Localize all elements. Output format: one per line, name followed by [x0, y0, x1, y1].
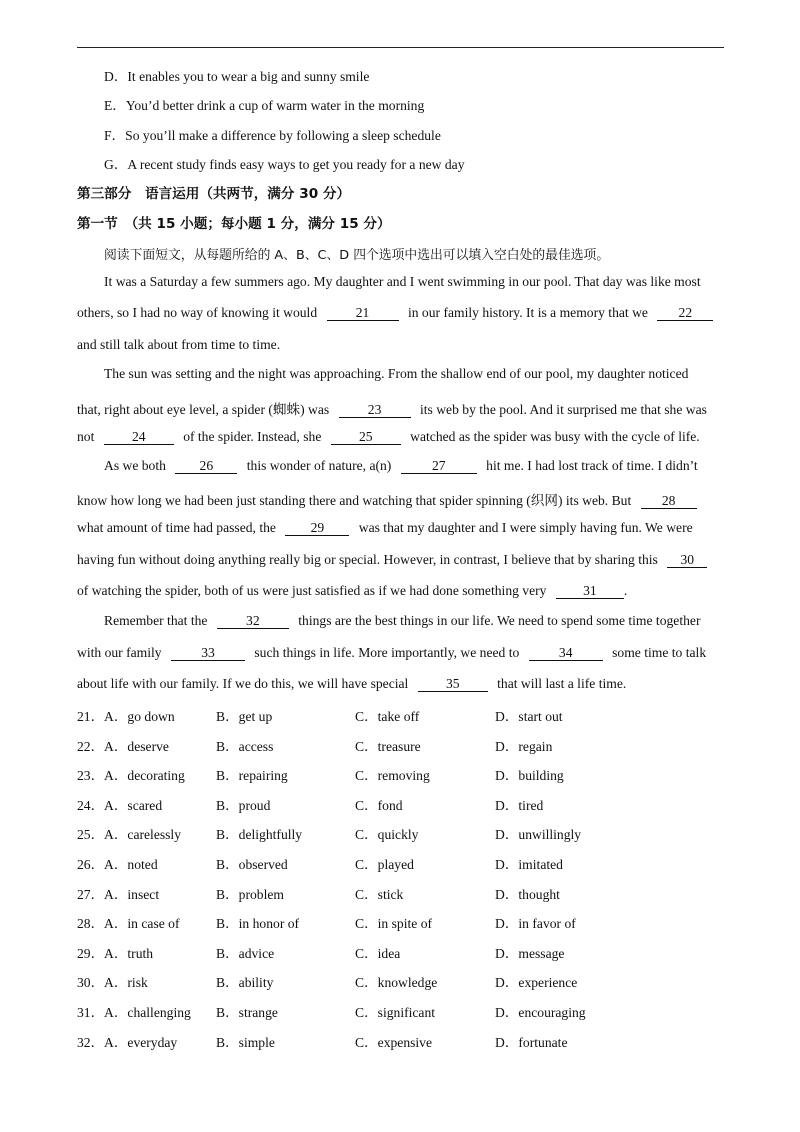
- option-line-f: F．So you’ll make a difference by following a sleep schedule: [104, 128, 441, 143]
- option-c: C．idea: [355, 945, 401, 961]
- passage-line: [77, 398, 707, 418]
- passage-text: that will last a life time.: [497, 676, 627, 691]
- option-c: C．take off: [355, 709, 420, 724]
- option-b: B．access: [216, 738, 274, 754]
- question-number: 31．: [77, 1005, 105, 1020]
- option-d: D．start out: [495, 709, 563, 724]
- option-d: D．tired: [495, 797, 544, 813]
- option-b: B．in honor of: [216, 916, 300, 932]
- option-b: B．get up: [216, 709, 273, 724]
- passage-text: with our family: [77, 645, 162, 660]
- passage-line: [77, 676, 626, 692]
- option-b: B．proud: [216, 797, 271, 813]
- passage-line: [77, 305, 713, 321]
- option-a: A．challenging: [104, 1005, 191, 1020]
- passage-line: [104, 613, 700, 629]
- blank-26: 26: [175, 459, 237, 474]
- option-d: D．regain: [495, 738, 553, 754]
- passage-text: that, right about eye level, a spider (蜘蛛) was: [77, 402, 330, 417]
- passage-text: about life with our family. If we do this, we will have special: [77, 676, 409, 691]
- blank-35: 35: [418, 677, 488, 692]
- blank-25: 25: [331, 430, 401, 445]
- passage-text: some time to talk: [612, 645, 707, 660]
- question-number: 26．: [77, 857, 105, 872]
- option-b: B．observed: [216, 857, 288, 872]
- option-c: C．treasure: [355, 738, 421, 754]
- option-b: B．problem: [216, 886, 284, 902]
- option-d: D．fortunate: [495, 1034, 568, 1050]
- passage-line: [77, 429, 700, 445]
- passage-line: The sun was setting and the night was approaching. From the shallow end of our pool, my daughter noticed: [104, 366, 689, 381]
- question-number: 32．: [77, 1034, 105, 1050]
- passage-text: know how long we had been just standing there and watching that spider spinning (织网) its web. But: [77, 493, 632, 508]
- passage-line: [77, 583, 627, 599]
- blank-29: 29: [285, 521, 349, 536]
- option-d: D．unwillingly: [495, 827, 582, 843]
- option-b: B．repairing: [216, 768, 288, 784]
- blank-33: 33: [171, 646, 245, 661]
- passage-text: As we both: [104, 458, 166, 473]
- option-a: A．insect: [104, 886, 160, 902]
- option-d: D．building: [495, 768, 564, 784]
- passage-text: its web by the pool. And it surprised me that she was: [419, 402, 707, 417]
- blank-24: 24: [104, 430, 174, 445]
- option-c: C．fond: [355, 797, 403, 813]
- option-b: B．strange: [216, 1005, 278, 1020]
- option-c: C．expensive: [355, 1034, 433, 1050]
- instruction-text: 阅读下面短文，从每题所给的 A、B、C、D 四个选项中选出可以填入空白处的最佳选项。: [104, 248, 610, 263]
- passage-line: [77, 489, 697, 509]
- option-a: A．in case of: [104, 916, 180, 932]
- passage-line: [77, 552, 707, 568]
- blank-23: 23: [339, 403, 411, 418]
- passage-line: It was a Saturday a few summers ago. My daughter and I went swimming in our pool. That day was like most: [104, 274, 701, 289]
- question-number: 30．: [77, 975, 105, 991]
- passage-text: watched as the spider was busy with the cycle of life.: [410, 429, 700, 444]
- option-a: A．everyday: [104, 1034, 178, 1050]
- option-a: A．go down: [104, 709, 175, 724]
- passage-line: [77, 645, 706, 661]
- passage-text: things are the best things in our life. We need to spend some time together: [298, 613, 701, 628]
- option-c: C．quickly: [355, 827, 419, 843]
- option-line-e: E．You’d better drink a cup of warm water in the morning: [104, 98, 425, 113]
- question-number: 24．: [77, 797, 105, 813]
- option-d: D．message: [495, 945, 565, 961]
- blank-34: 34: [529, 646, 603, 661]
- option-line-g: G．A recent study finds easy ways to get you ready for a new day: [104, 157, 465, 172]
- blank-30: 30: [667, 553, 707, 568]
- question-number: 23．: [77, 768, 105, 784]
- header-rule: [77, 47, 724, 48]
- option-d: D．in favor of: [495, 916, 576, 932]
- option-c: C．knowledge: [355, 975, 438, 991]
- question-number: 28．: [77, 916, 105, 932]
- option-d: D．experience: [495, 975, 578, 991]
- option-d: D．thought: [495, 886, 560, 902]
- passage-text: others, so I had no way of knowing it would: [77, 305, 318, 320]
- option-c: C．played: [355, 857, 414, 872]
- option-c: C．stick: [355, 886, 404, 902]
- passage-text: .: [623, 583, 628, 598]
- blank-28: 28: [641, 494, 697, 509]
- passage-text: in our family history. It is a memory that we: [407, 305, 648, 320]
- passage-text: hit me. I had lost track of time. I didn’t: [486, 458, 698, 473]
- option-d: D．imitated: [495, 857, 563, 872]
- option-a: A．scared: [104, 797, 163, 813]
- blank-27: 27: [401, 459, 477, 474]
- passage-text: Remember that the: [104, 613, 208, 628]
- option-a: A．carelessly: [104, 827, 182, 843]
- passage-text: of watching the spider, both of us were just satisfied as if we had done something very: [77, 583, 547, 598]
- question-number: 25．: [77, 827, 105, 843]
- option-c: C．removing: [355, 768, 430, 784]
- option-c: C．in spite of: [355, 916, 433, 932]
- option-b: B．delightfully: [216, 827, 303, 843]
- passage-text: was that my daughter and I were simply having fun. We were: [358, 520, 693, 535]
- question-number: 27．: [77, 886, 105, 902]
- question-number: 21．: [77, 709, 105, 724]
- option-a: A．truth: [104, 945, 154, 961]
- option-b: B．ability: [216, 975, 274, 991]
- blank-22: 22: [657, 306, 713, 321]
- question-number: 29．: [77, 945, 105, 961]
- option-b: B．advice: [216, 945, 275, 961]
- option-a: A．decorating: [104, 768, 185, 784]
- blank-21: 21: [327, 306, 399, 321]
- passage-text: what amount of time had passed, the: [77, 520, 276, 535]
- option-a: A．deserve: [104, 738, 169, 754]
- passage-line: and still talk about from time to time.: [77, 337, 281, 352]
- option-a: A．noted: [104, 857, 158, 872]
- passage-text: this wonder of nature, a(n): [246, 458, 392, 473]
- passage-text: not: [77, 429, 95, 444]
- option-line-d: D．It enables you to wear a big and sunny smile: [104, 69, 370, 84]
- option-a: A．risk: [104, 975, 148, 991]
- blank-32: 32: [217, 614, 289, 629]
- question-number: 22．: [77, 738, 105, 754]
- section1-heading: 第一节 （共 15 小题；每小题 1 分，满分 15 分）: [77, 216, 391, 232]
- passage-text: of the spider. Instead, she: [183, 429, 322, 444]
- blank-31: 31: [556, 584, 624, 599]
- passage-line: [104, 458, 698, 474]
- option-c: C．significant: [355, 1005, 436, 1020]
- part3-heading: 第三部分 语言运用（共两节，满分 30 分）: [77, 186, 351, 202]
- passage-line: [77, 520, 693, 536]
- passage-text: having fun without doing anything really big or special. However, in contrast, I believe that by sharing this: [77, 552, 658, 567]
- option-d: D．encouraging: [495, 1005, 586, 1020]
- option-b: B．simple: [216, 1034, 275, 1050]
- passage-text: such things in life. More importantly, we need to: [254, 645, 520, 660]
